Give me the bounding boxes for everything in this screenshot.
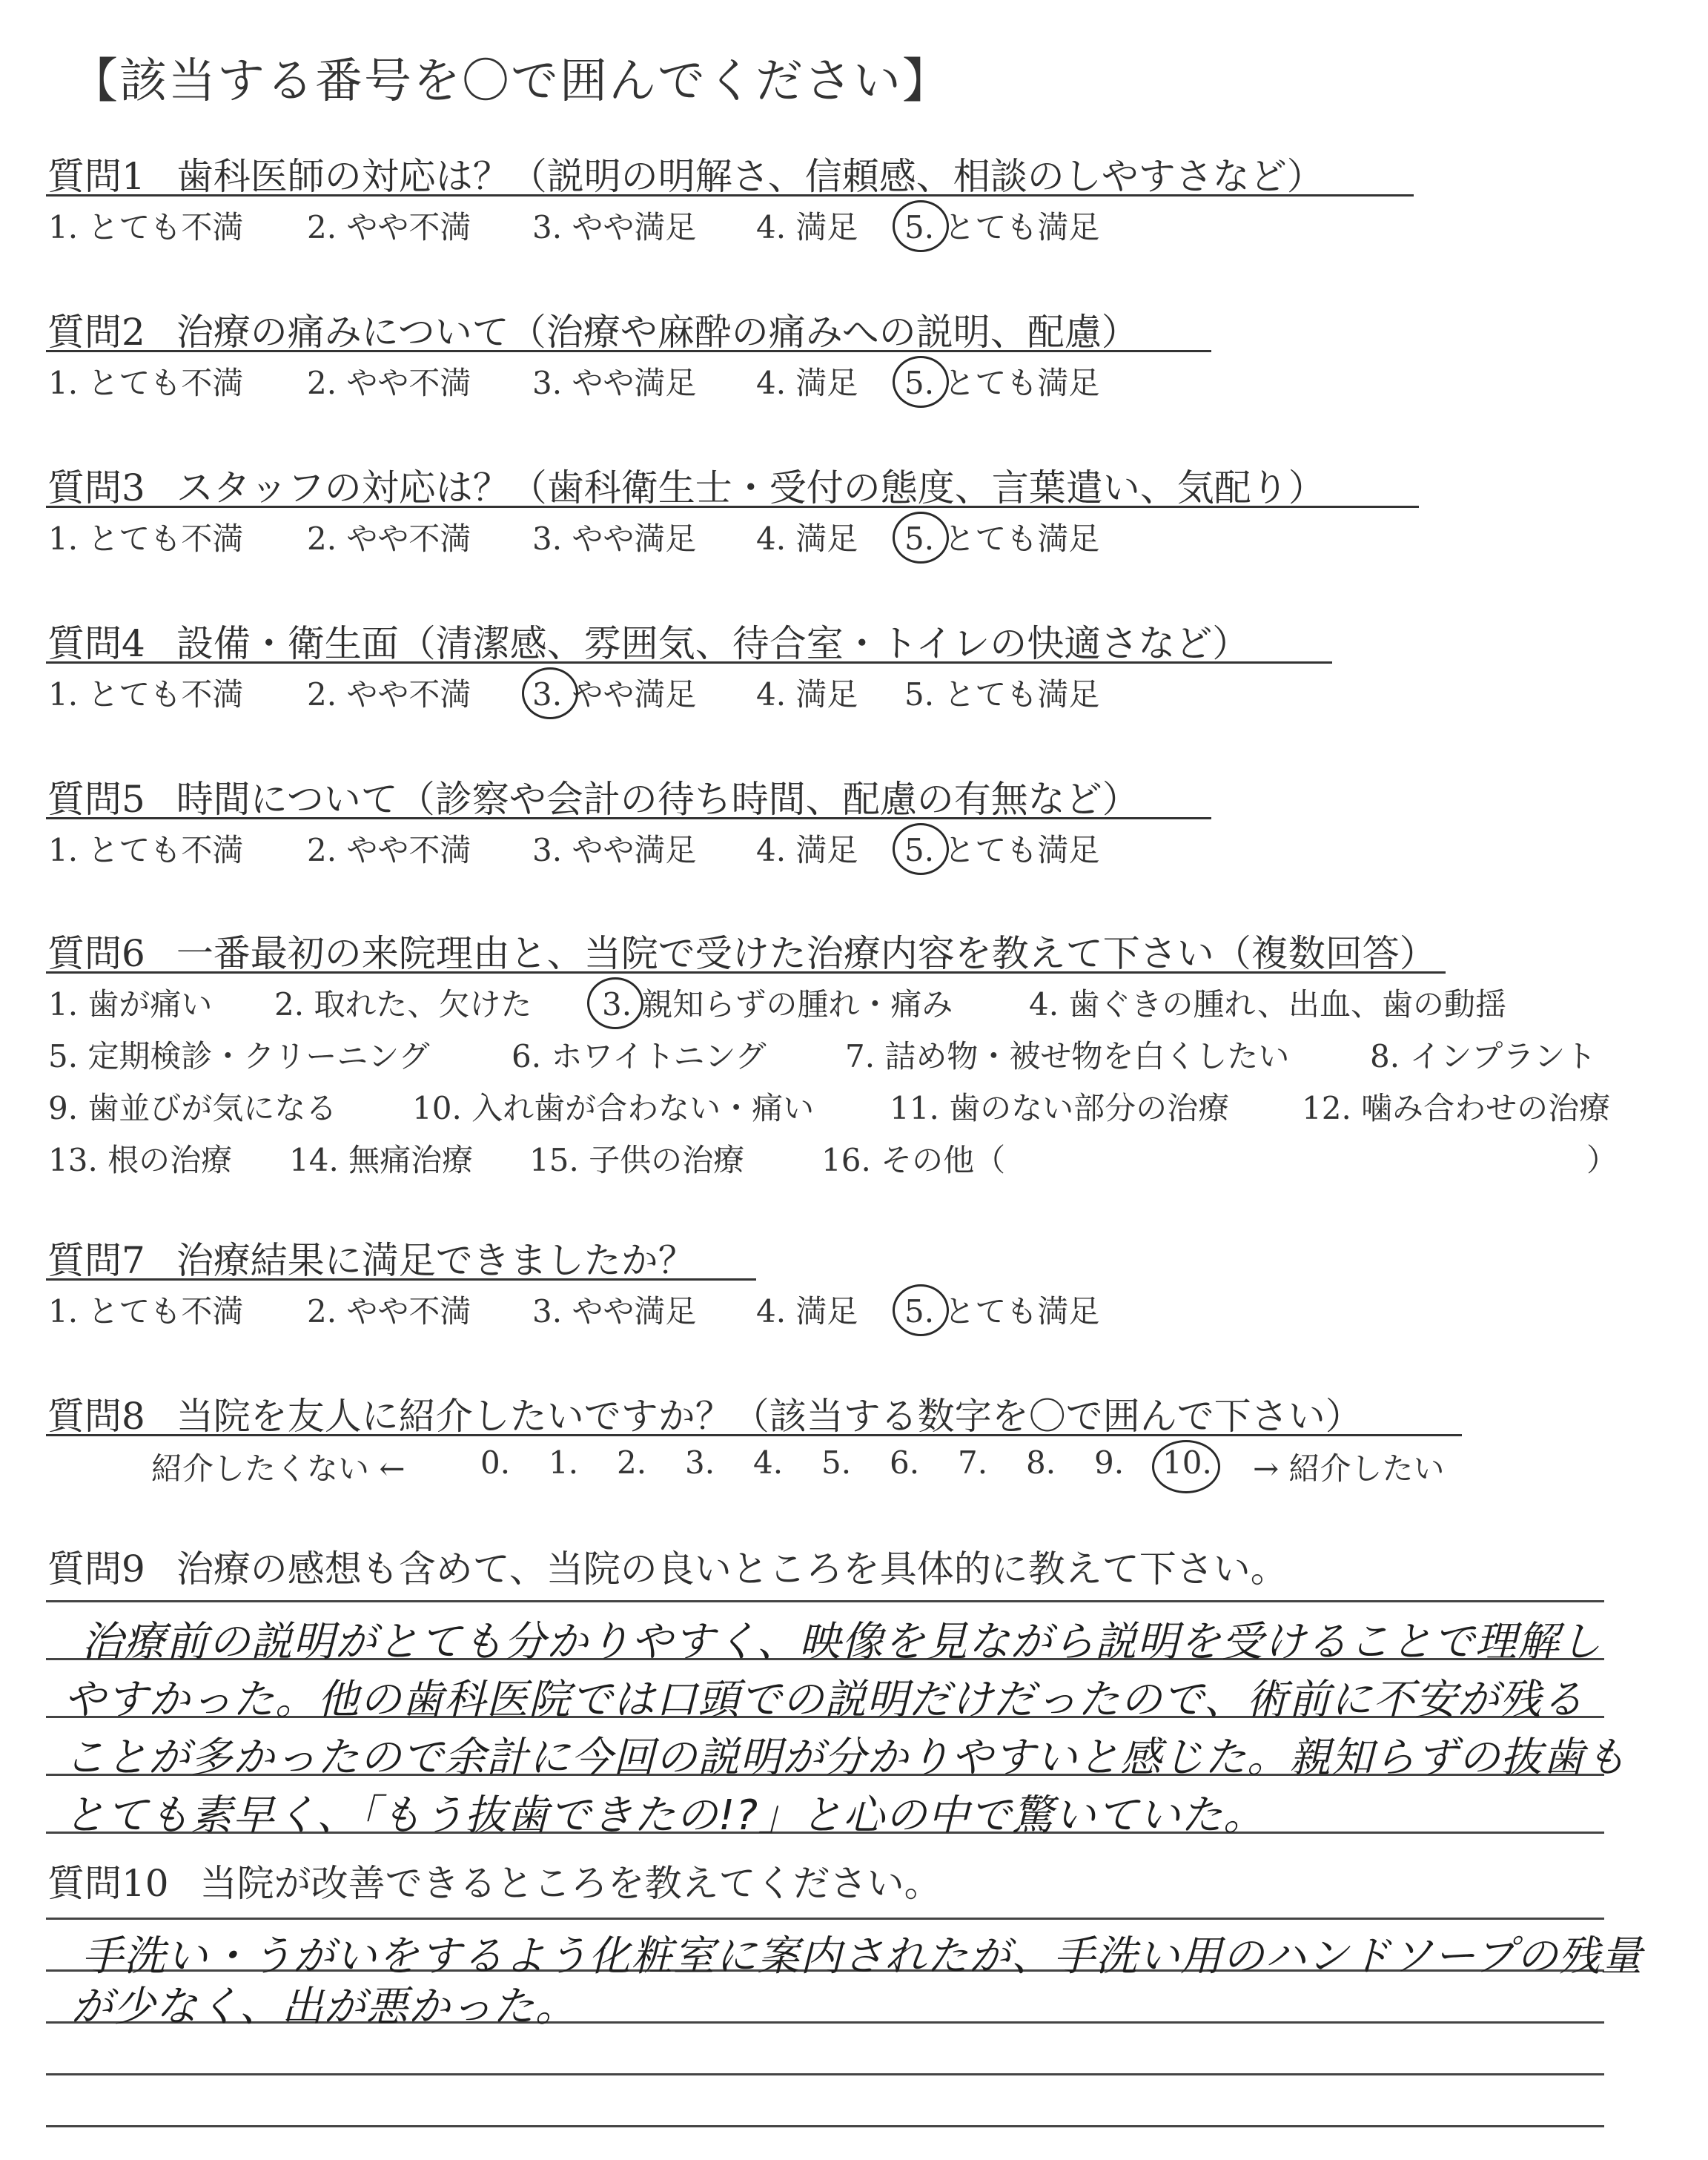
q4-option-2[interactable]: 2. やや不満 (307, 676, 471, 713)
question-text: 当院を友人に紹介したいですか？（該当する数字を〇で囲んで下さい） (176, 1395, 1363, 1438)
question-4-heading (47, 614, 1249, 667)
question-underline (46, 1278, 756, 1281)
q6-option-7[interactable]: 7. 詰め物・被せ物を白くしたい (845, 1038, 1290, 1074)
q6-option-4[interactable]: 4. 歯ぐきの腫れ、出血、歯の動揺 (1029, 986, 1506, 1023)
q3-option-3[interactable]: 3. やや満足 (532, 521, 697, 557)
q4-option-3[interactable]: 3. やや満足 (532, 676, 697, 713)
q6-option-12[interactable]: 12. 噛み合わせの治療 (1302, 1090, 1611, 1126)
q6-option-8[interactable]: 8. インプラント (1370, 1038, 1597, 1074)
question-label: 質問2 (47, 311, 145, 354)
q3-option-1[interactable]: 1. とても不満 (48, 521, 244, 557)
scale-7[interactable]: 7. (958, 1444, 988, 1481)
question-label: 質問5 (47, 778, 145, 821)
scale-3[interactable]: 3. (685, 1444, 715, 1481)
q10-answer-line: 手洗い・うがいをするよう化粧室に案内されたが、手洗い用のハンドソープの残量 (82, 1932, 1644, 1981)
scale-2[interactable]: 2. (617, 1444, 647, 1481)
q6-option-11[interactable]: 11. 歯のない部分の治療 (890, 1090, 1230, 1126)
q5-option-2[interactable]: 2. やや不満 (307, 832, 471, 868)
scale-8[interactable]: 8. (1026, 1444, 1056, 1481)
q6-option-15[interactable]: 15. 子供の治療 (529, 1142, 745, 1178)
q1-option-4[interactable]: 4. 満足 (756, 209, 858, 245)
q1-option-1[interactable]: 1. とても不満 (48, 209, 244, 245)
q4-option-4[interactable]: 4. 満足 (756, 676, 858, 713)
q2-option-1[interactable]: 1. とても不満 (48, 365, 244, 401)
q4-option-5[interactable]: 5. とても満足 (904, 676, 1100, 713)
q7-option-5[interactable]: 5. とても満足 (904, 1293, 1100, 1330)
q1-option-2[interactable]: 2. やや不満 (307, 209, 471, 245)
answer-rule (46, 2125, 1604, 2127)
question-label: 質問4 (47, 622, 145, 665)
q6-option-1[interactable]: 1. 歯が痛い (48, 986, 213, 1023)
q7-option-4[interactable]: 4. 満足 (756, 1293, 858, 1330)
question-underline (46, 971, 1446, 974)
q6-option-16[interactable]: 16. その他（ (821, 1142, 1006, 1178)
question-5-heading (47, 770, 1139, 823)
question-text: 一番最初の来院理由と、当院で受けた治療内容を教えて下さい（複数回答） (176, 932, 1437, 975)
question-label: 質問8 (47, 1395, 145, 1438)
q5-option-5[interactable]: 5. とても満足 (904, 832, 1100, 868)
q9-answer-line: 治療前の説明がとても分かりやすく、映像を見ながら説明を受けることで理解し (82, 1618, 1602, 1666)
q5-option-4[interactable]: 4. 満足 (756, 832, 858, 868)
q5-option-3[interactable]: 3. やや満足 (532, 832, 697, 868)
q7-option-2[interactable]: 2. やや不満 (307, 1293, 471, 1330)
scale-left-label: 紹介したくない ← (151, 1450, 406, 1487)
question-label: 質問3 (47, 466, 145, 509)
q9-answer-line: とても素早く、「もう抜歯できたの!?」と心の中で驚いていた。 (64, 1791, 1266, 1840)
answer-rule (46, 1918, 1604, 1920)
question-text: 時間について（診察や会計の待ち時間、配慮の有無など） (176, 778, 1139, 821)
q2-option-3[interactable]: 3. やや満足 (532, 365, 697, 401)
q7-option-1[interactable]: 1. とても不満 (48, 1293, 244, 1330)
question-1-heading (47, 147, 1324, 200)
question-underline (46, 1434, 1462, 1436)
q9-answer-line: やすかった。他の歯科医院では口頭での説明だけだったので、術前に不安が残る (64, 1676, 1584, 1724)
q6-option-3[interactable]: 3. 親知らずの腫れ・痛み (602, 986, 953, 1023)
q6-option-5[interactable]: 5. 定期検診・クリーニング (48, 1038, 430, 1074)
question-underline (46, 350, 1211, 352)
question-underline (46, 817, 1211, 819)
question-underline (46, 506, 1419, 508)
question-10-heading (47, 1854, 941, 1907)
question-9-heading (47, 1539, 1288, 1593)
q6-option-13[interactable]: 13. 根の治療 (48, 1142, 233, 1178)
q6-option-2[interactable]: 2. 取れた、欠けた (274, 986, 532, 1023)
q6-option-6[interactable]: 6. ホワイトニング (512, 1038, 767, 1074)
question-text: 治療の痛みについて（治療や麻酔の痛みへの説明、配慮） (176, 311, 1139, 354)
scale-9[interactable]: 9. (1094, 1444, 1125, 1481)
question-label: 質問1 (47, 155, 145, 198)
scale-0[interactable]: 0. (480, 1444, 511, 1481)
question-label: 質問6 (47, 932, 145, 975)
scale-10[interactable]: 10. (1162, 1444, 1212, 1481)
q2-option-5[interactable]: 5. とても満足 (904, 365, 1100, 401)
question-7-heading (47, 1231, 695, 1284)
page-title: 【該当する番号を〇で囲んでください】 (70, 54, 951, 109)
question-label: 質問7 (47, 1239, 145, 1282)
scale-right-label: → 紹介したい (1253, 1450, 1445, 1487)
q6-other-close-paren: ） (1586, 1142, 1618, 1178)
q3-option-2[interactable]: 2. やや不満 (307, 521, 471, 557)
q9-answer-line: ことが多かったので余計に今回の説明が分かりやすいと感じた。親知らずの抜歯も (64, 1734, 1627, 1782)
answer-rule (46, 2073, 1604, 2075)
q4-option-1[interactable]: 1. とても不満 (48, 676, 244, 713)
question-8-heading (47, 1387, 1363, 1440)
question-6-heading (47, 924, 1437, 977)
q6-option-9[interactable]: 9. 歯並びが気になる (48, 1090, 337, 1126)
scale-1[interactable]: 1. (549, 1444, 579, 1481)
question-text: 設備・衛生面（清潔感、雰囲気、待合室・トイレの快適さなど） (176, 622, 1250, 665)
scale-5[interactable]: 5. (821, 1444, 852, 1481)
question-text: 当院が改善できるところを教えてください。 (199, 1862, 941, 1905)
question-3-heading (47, 458, 1325, 512)
q6-option-14[interactable]: 14. 無痛治療 (289, 1142, 474, 1178)
question-underline (46, 661, 1332, 664)
question-text: 歯科医師の対応は？（説明の明解さ、信頼感、相談のしやすさなど） (176, 155, 1324, 198)
question-2-heading (47, 303, 1139, 356)
q7-option-3[interactable]: 3. やや満足 (532, 1293, 697, 1330)
question-label: 質問10 (47, 1862, 169, 1905)
question-text: スタッフの対応は？（歯科衛生士・受付の態度、言葉遣い、気配り） (176, 466, 1325, 509)
answer-rule (46, 1600, 1604, 1602)
q2-option-4[interactable]: 4. 満足 (756, 365, 858, 401)
q5-option-1[interactable]: 1. とても不満 (48, 832, 244, 868)
q6-option-10[interactable]: 10. 入れ歯が合わない・痛い (412, 1090, 815, 1126)
scale-6[interactable]: 6. (890, 1444, 920, 1481)
question-label: 質問9 (47, 1548, 145, 1591)
q2-option-2[interactable]: 2. やや不満 (307, 365, 471, 401)
question-text: 治療結果に満足できましたか？ (176, 1239, 695, 1282)
q3-option-5[interactable]: 5. とても満足 (904, 521, 1100, 557)
q10-answer-line: が少なく、出が悪かった。 (71, 1983, 577, 2031)
q3-option-4[interactable]: 4. 満足 (756, 521, 858, 557)
scale-4[interactable]: 4. (753, 1444, 784, 1481)
question-underline (46, 194, 1414, 196)
q1-option-3[interactable]: 3. やや満足 (532, 209, 697, 245)
q1-option-5[interactable]: 5. とても満足 (904, 209, 1100, 245)
question-text: 治療の感想も含めて、当院の良いところを具体的に教えて下さい。 (176, 1548, 1288, 1591)
